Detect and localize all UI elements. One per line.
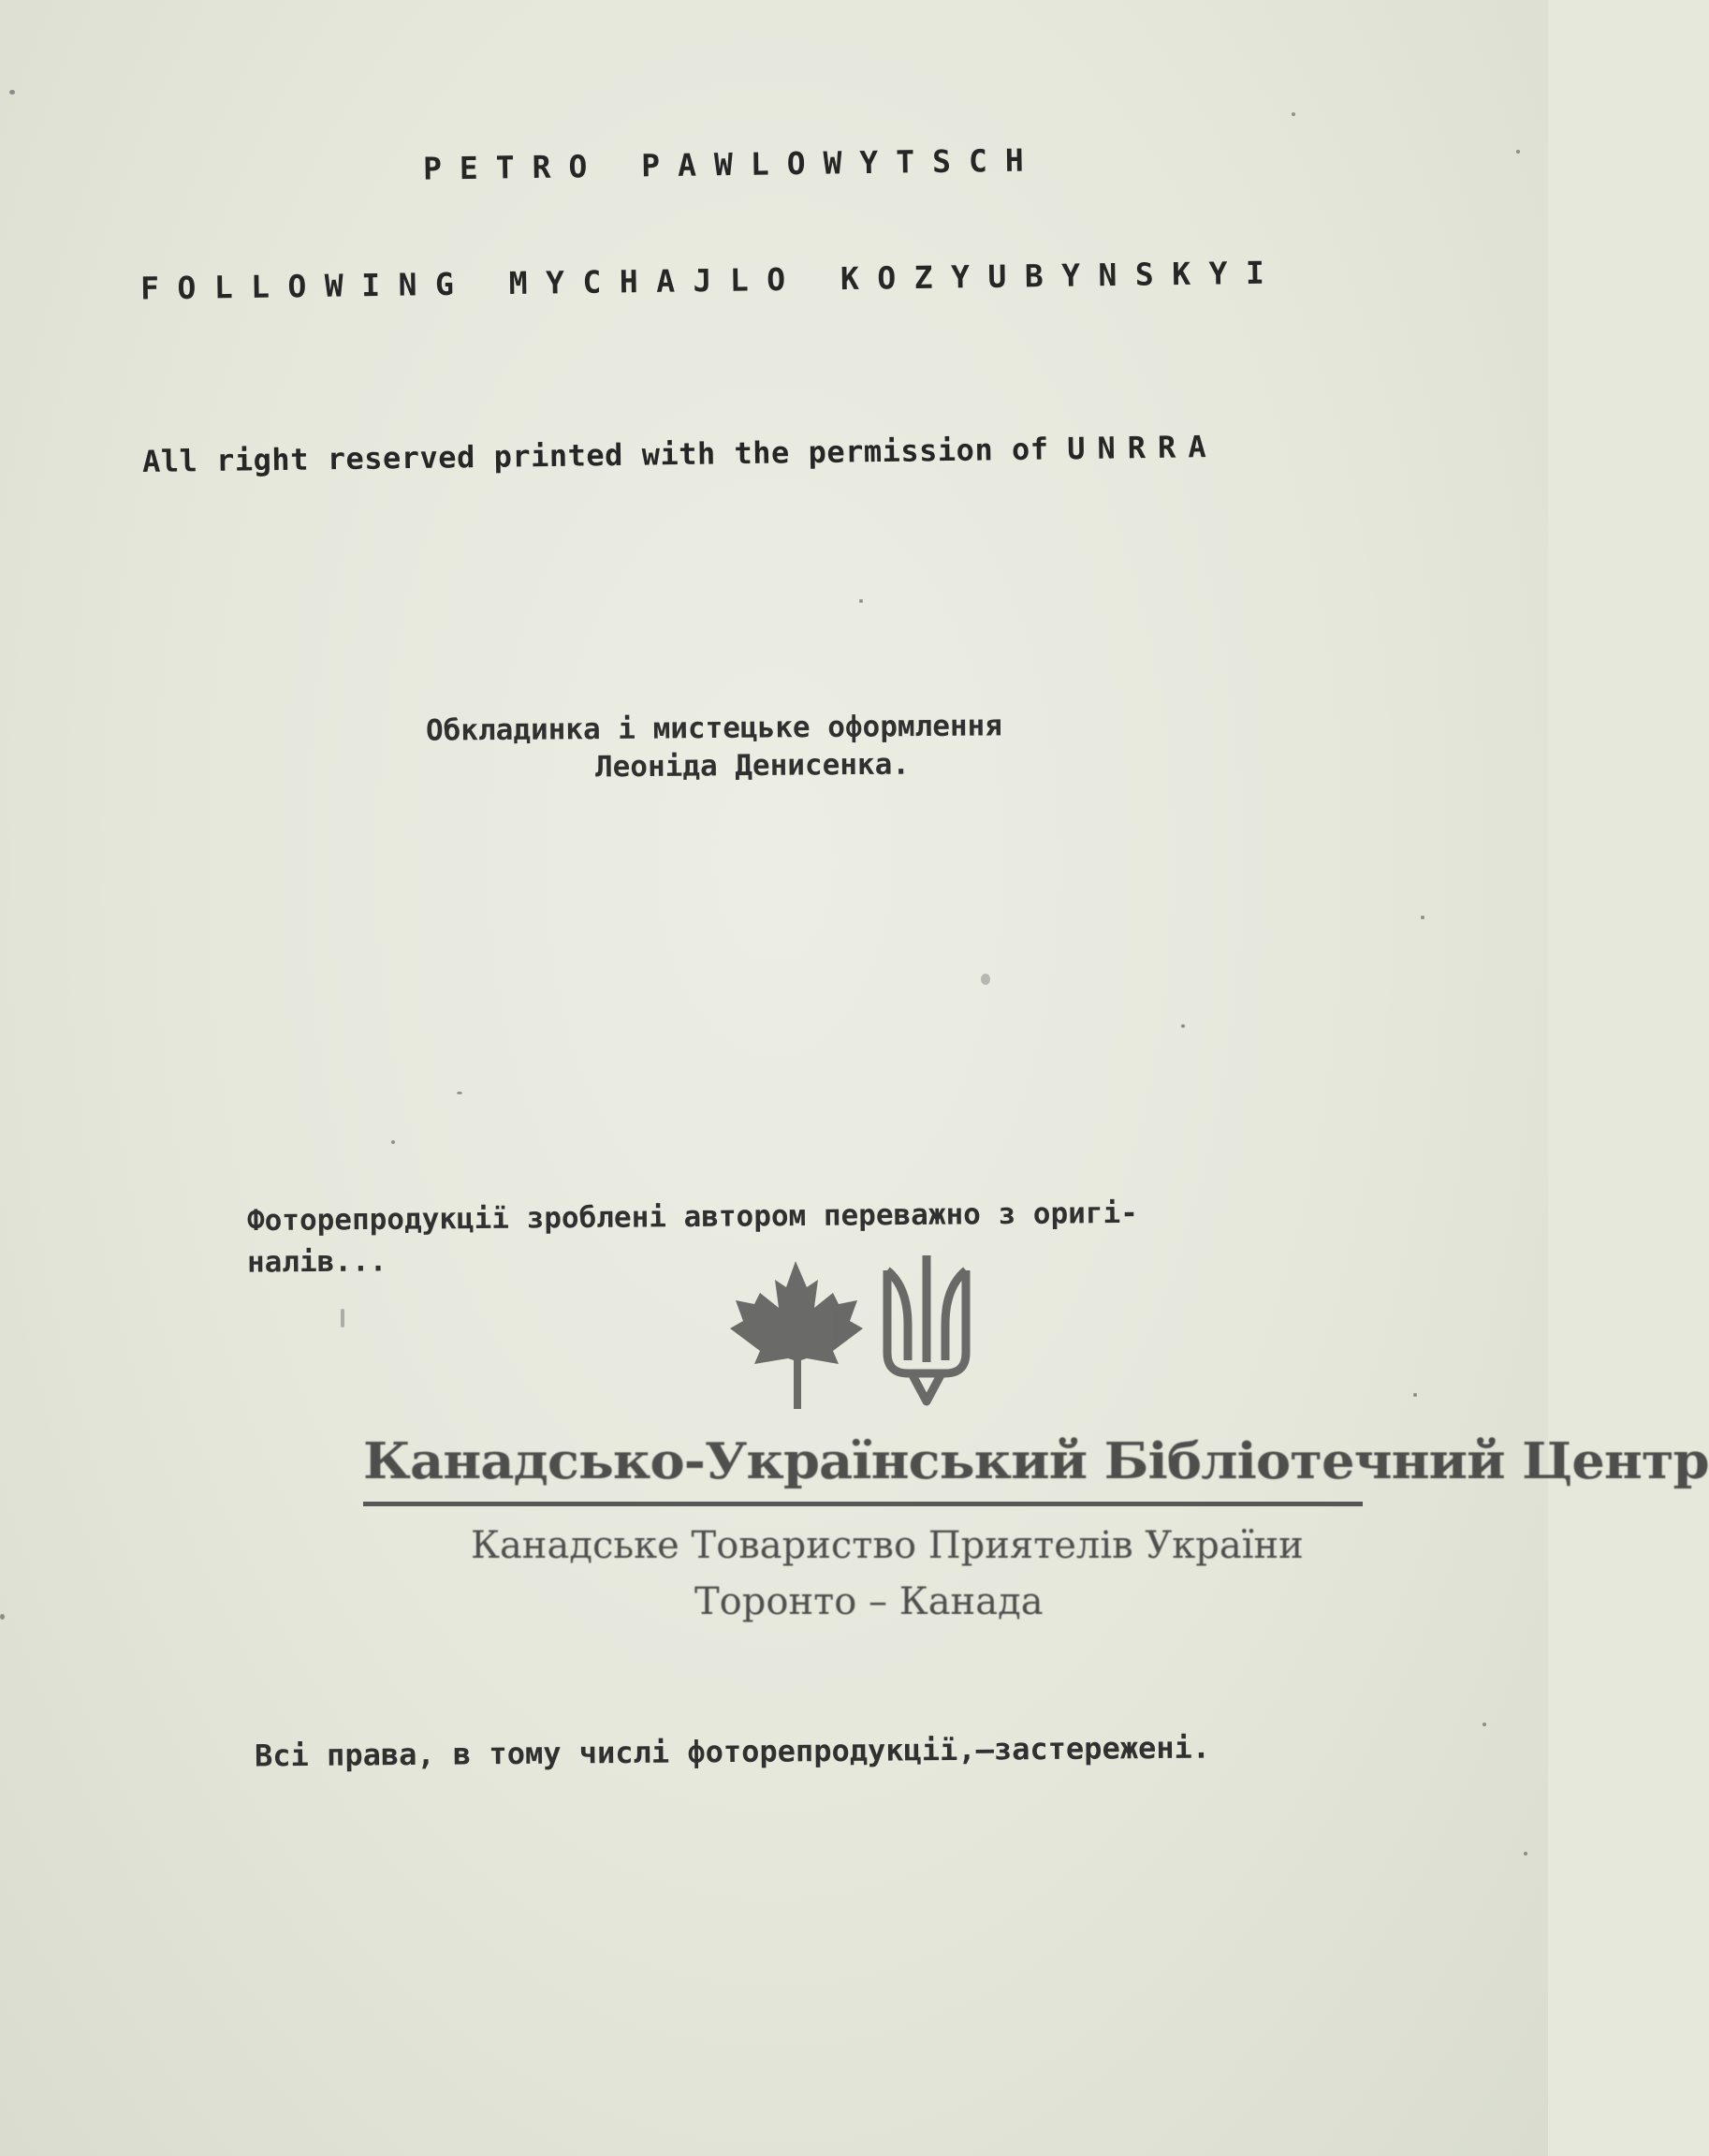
author-name: PETRO PAWLOWYTSCH (422, 141, 1043, 187)
paper-speck (1413, 1393, 1417, 1397)
stamp-divider (363, 1502, 1363, 1506)
paper-speck (391, 1140, 395, 1144)
rights-statement-ua: Всі права, в тому числі фоторепродукції,—застережені. (254, 1729, 1211, 1774)
rights-statement-en-text: All right reserved printed with the permission of (141, 431, 1068, 480)
paper-speck (341, 1309, 344, 1327)
rights-statement-en-org: UNRRA (1066, 428, 1219, 467)
photo-credit-line1: Фоторепродукції зроблені автором переважно з оригі- (246, 1195, 1138, 1239)
paper-speck (1483, 1723, 1486, 1726)
paper-speck (1292, 112, 1295, 116)
paper-speck (859, 599, 863, 603)
stamp-location: Торонто – Канада (694, 1580, 1044, 1623)
stamp-library-name: Канадсько-Український Бібліотечний Центр (363, 1431, 1709, 1491)
trident-icon (887, 1255, 966, 1401)
maple-leaf-icon (730, 1261, 863, 1409)
paper-speck (981, 974, 990, 985)
library-stamp-emblem (721, 1250, 992, 1418)
photo-credit-line2: налів... (246, 1244, 387, 1280)
stamp-society-name: Канадське Товариство Приятелів України (471, 1524, 1304, 1567)
cover-credit-line1: Обкладинка і мистецьке оформлення (425, 709, 1003, 748)
paper-speck (457, 1092, 462, 1094)
cover-credit-line2: Леоніда Денисенка. (594, 747, 911, 785)
paper-speck (1516, 150, 1520, 154)
paper-speck (1524, 1852, 1527, 1855)
rights-statement-en (142, 429, 1219, 479)
paper-speck (1181, 1024, 1185, 1028)
book-title: FOLLOWING MYCHAJLO KOZYUBYNSKYI (139, 254, 1283, 307)
paper-speck (9, 90, 15, 95)
paper-speck (1421, 916, 1424, 919)
paper-speck (0, 1614, 5, 1620)
